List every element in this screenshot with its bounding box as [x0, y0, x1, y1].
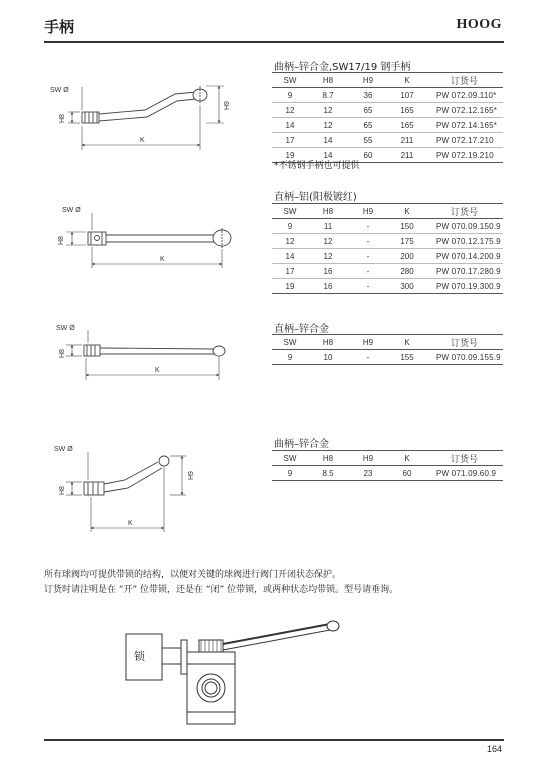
section-2-title: 直柄–铝(阳极镀红) — [274, 192, 357, 203]
table-cell: 12 — [308, 118, 348, 133]
table-cell: 55 — [348, 133, 388, 148]
table-cell: 211 — [388, 148, 426, 163]
section-1-title: 曲柄–锌合金,SW17/19 钢手柄 — [274, 62, 411, 73]
table-row — [272, 103, 503, 118]
table-cell: PW 070.19.300.9 — [426, 279, 503, 294]
table-cell: 11 — [308, 219, 348, 234]
table-cell: 12 — [272, 103, 308, 118]
lock-info-line-2: 订货时请注明是在 “开” 位带锁，还是在 “闭” 位带锁，或两种状态均带锁。型号请垂询。 — [44, 585, 399, 595]
dim-sw-1: SW Ø — [50, 87, 69, 94]
col-sw: SW — [272, 204, 308, 219]
table-cell: 280 — [388, 264, 426, 279]
col-order-no: 订货号 — [426, 73, 503, 88]
table-cell: 107 — [388, 88, 426, 103]
dim-sw-3: SW Ø — [56, 325, 75, 332]
col-h8: H8 — [308, 73, 348, 88]
table-cell: 150 — [388, 219, 426, 234]
col-h9: H9 — [348, 451, 388, 466]
col-k: K — [388, 204, 426, 219]
table-cell: 9 — [272, 88, 308, 103]
cranked-handle-drawing-4 — [66, 452, 186, 532]
spec-table-1 — [272, 72, 503, 163]
dim-k-1: K — [140, 137, 145, 144]
table-row — [272, 88, 503, 103]
dim-h8-1: H8 — [59, 114, 66, 123]
table-cell: 8.7 — [308, 88, 348, 103]
table-cell: PW 070.17.280.9 — [426, 264, 503, 279]
col-h9: H9 — [348, 204, 388, 219]
dim-h9-4: H9 — [188, 471, 195, 480]
dim-k-2: K — [160, 256, 165, 263]
table-cell: 9 — [272, 219, 308, 234]
table-cell: 10 — [308, 350, 348, 365]
table-cell: 9 — [272, 466, 308, 481]
table-row — [272, 249, 503, 264]
table-cell: PW 072.14.165* — [426, 118, 503, 133]
table-cell: 12 — [308, 103, 348, 118]
col-h8: H8 — [308, 451, 348, 466]
dim-h8-4: H8 — [59, 486, 66, 495]
table-row — [272, 279, 503, 294]
spec-table-3 — [272, 334, 503, 365]
table-cell: 155 — [388, 350, 426, 365]
col-order-no: 订货号 — [426, 451, 503, 466]
col-sw: SW — [272, 451, 308, 466]
table-cell: 16 — [308, 264, 348, 279]
table-cell: PW 072.19.210 — [426, 148, 503, 163]
dim-k-4: K — [128, 520, 133, 527]
col-k: K — [388, 73, 426, 88]
table-cell: 65 — [348, 118, 388, 133]
table-cell: - — [348, 279, 388, 294]
cranked-handle-drawing-1 — [68, 86, 224, 150]
dim-sw-4: SW Ø — [54, 446, 73, 453]
table-cell: PW 070.14.200.9 — [426, 249, 503, 264]
table-row — [272, 133, 503, 148]
table-cell: PW 070.09.150.9 — [426, 219, 503, 234]
col-order-no: 订货号 — [426, 335, 503, 350]
col-h8: H8 — [308, 204, 348, 219]
spec-table-4 — [272, 450, 503, 481]
table-row — [272, 219, 503, 234]
col-k: K — [388, 451, 426, 466]
lock-valve-drawing — [126, 621, 339, 724]
table-cell: 16 — [308, 279, 348, 294]
table-cell: 12 — [308, 234, 348, 249]
col-sw: SW — [272, 335, 308, 350]
table-cell: 14 — [308, 133, 348, 148]
page-title: 手柄 — [44, 18, 75, 36]
table-cell: 19 — [272, 148, 308, 163]
table-cell: 14 — [308, 148, 348, 163]
section-4-title: 曲柄–锌合金 — [274, 439, 329, 450]
table-cell: 9 — [272, 350, 308, 365]
col-h9: H9 — [348, 335, 388, 350]
table-row — [272, 264, 503, 279]
table-cell: - — [348, 249, 388, 264]
col-sw: SW — [272, 73, 308, 88]
table-row — [272, 118, 503, 133]
spec-table-2 — [272, 203, 503, 294]
table-row — [272, 466, 503, 481]
table-cell: 165 — [388, 118, 426, 133]
table-cell: 14 — [272, 118, 308, 133]
table-cell: - — [348, 264, 388, 279]
table-cell: 165 — [388, 103, 426, 118]
section-3-title: 直柄–锌合金 — [274, 324, 329, 335]
lock-info-line-1: 所有球阀均可提供带锁的结构，以便对关键的球阀进行阀门开闭状态保护。 — [44, 570, 342, 580]
col-h8: H8 — [308, 335, 348, 350]
col-k: K — [388, 335, 426, 350]
table-cell: 17 — [272, 133, 308, 148]
col-h9: H9 — [348, 73, 388, 88]
table-cell: 19 — [272, 279, 308, 294]
dim-h9-1: H9 — [224, 101, 231, 110]
table-cell: 12 — [272, 234, 308, 249]
table-cell: 211 — [388, 133, 426, 148]
table-cell: 12 — [308, 249, 348, 264]
table-cell: 175 — [388, 234, 426, 249]
dim-sw-2: SW Ø — [62, 207, 81, 214]
table-cell: PW 070.12.175.9 — [426, 234, 503, 249]
page-number: 164 — [486, 744, 502, 754]
table-cell: 17 — [272, 264, 308, 279]
table-cell: PW 072.09.110* — [426, 88, 503, 103]
table-cell: 65 — [348, 103, 388, 118]
table-cell: PW 071.09.60.9 — [426, 466, 503, 481]
table-cell: 14 — [272, 249, 308, 264]
table-cell: PW 072.12.165* — [426, 103, 503, 118]
table-cell: - — [348, 219, 388, 234]
dim-h8-2: H8 — [58, 236, 65, 245]
straight-handle-drawing-2 — [66, 213, 231, 268]
section-1-note: *不锈钢手柄也可提供 — [274, 161, 360, 171]
table-cell: 8.5 — [308, 466, 348, 481]
straight-handle-drawing-3 — [66, 330, 225, 380]
table-cell: PW 072.17.210 — [426, 133, 503, 148]
col-order-no: 订货号 — [426, 204, 503, 219]
table-cell: 60 — [388, 466, 426, 481]
table-cell: 23 — [348, 466, 388, 481]
dim-h8-3: H8 — [59, 349, 66, 358]
table-cell: - — [348, 350, 388, 365]
dim-k-3: K — [155, 367, 160, 374]
lock-label: 锁 — [134, 650, 145, 663]
table-cell: - — [348, 234, 388, 249]
brand-name: HOOG — [456, 17, 502, 32]
table-cell: 300 — [388, 279, 426, 294]
table-cell: 36 — [348, 88, 388, 103]
table-cell: 60 — [348, 148, 388, 163]
table-cell: 200 — [388, 249, 426, 264]
table-cell: PW 070.09.155.9 — [426, 350, 503, 365]
table-row — [272, 234, 503, 249]
table-row — [272, 350, 503, 365]
